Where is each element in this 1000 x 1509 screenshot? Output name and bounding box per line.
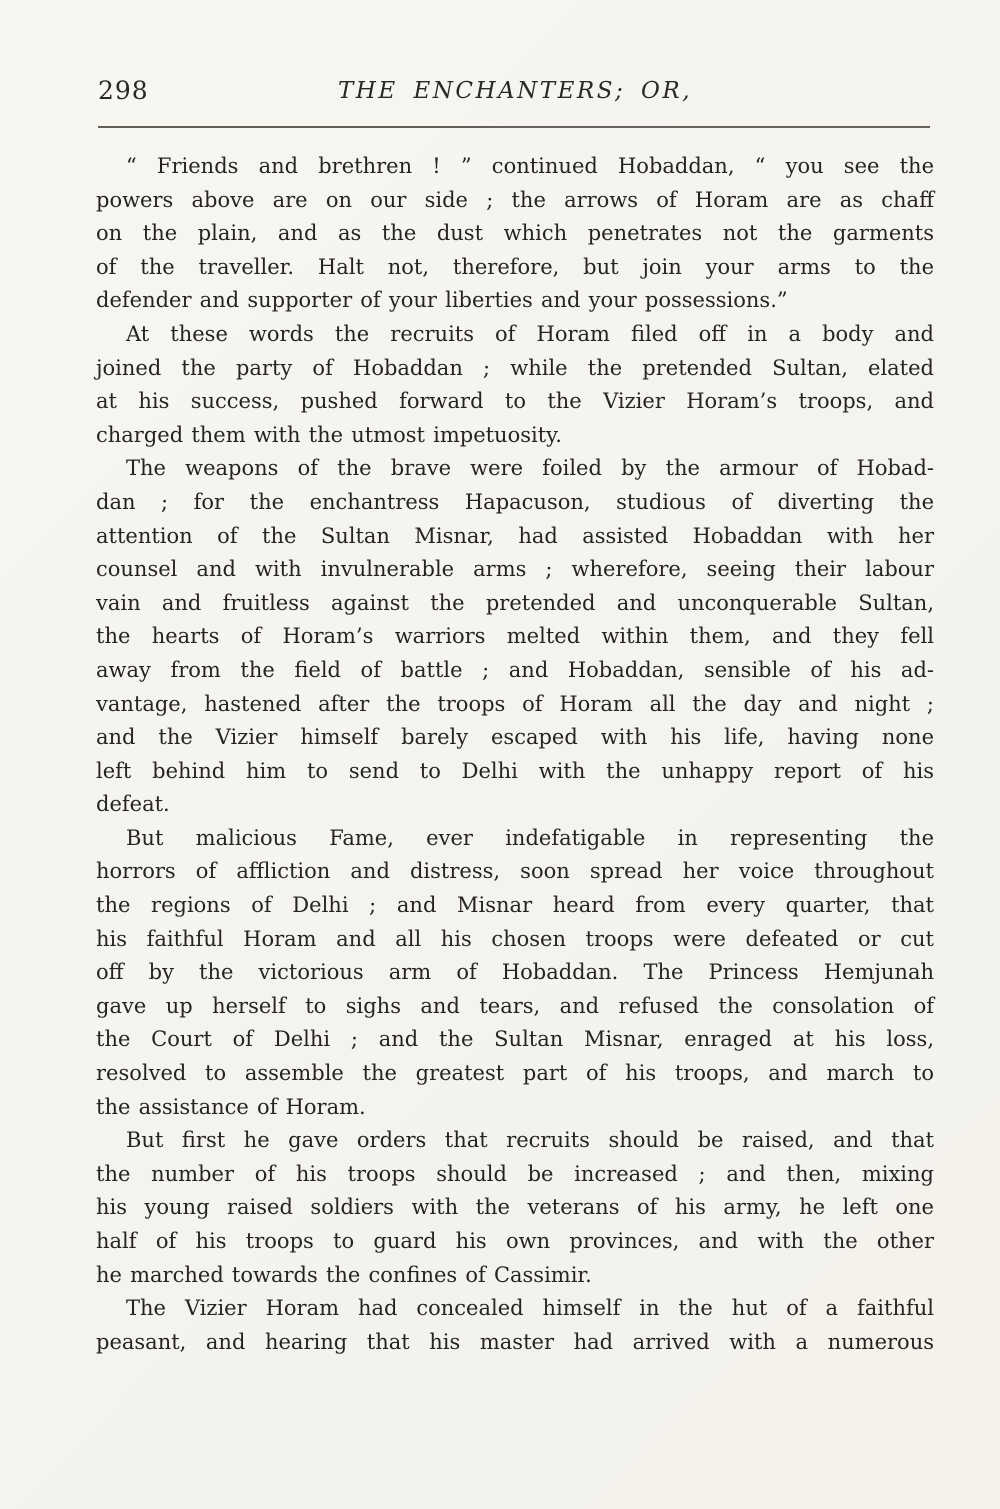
page-header bbox=[96, 76, 934, 116]
text-line: But first he gave orders that recruits should be raised, and that bbox=[126, 1128, 934, 1153]
paragraph bbox=[96, 1292, 934, 1359]
text-line: attention of the Sultan Misnar, had assisted Hobaddan with her bbox=[96, 523, 934, 548]
text-line: his faithful Horam and all his chosen troops were defeated or cut bbox=[96, 926, 934, 951]
text-line: the regions of Delhi ; and Misnar heard from every quarter, that bbox=[96, 893, 934, 918]
text-line: charged them with the utmost impetuosity. bbox=[96, 422, 562, 447]
text-line: gave up herself to sighs and tears, and refused the consolation of bbox=[96, 993, 934, 1018]
text-line: defeat. bbox=[96, 792, 170, 817]
text-line: and the Vizier himself barely escaped with his life, having none bbox=[96, 725, 934, 750]
text-line: defender and supporter of your liberties and your possessions.” bbox=[96, 288, 788, 313]
text-line: vantage, hastened after the troops of Horam all the day and night ; bbox=[96, 691, 934, 716]
text-line: vain and fruitless against the pretended and unconquerable Sultan, bbox=[96, 590, 934, 615]
text-line: the Court of Delhi ; and the Sultan Misnar, enraged at his loss, bbox=[96, 1027, 934, 1052]
text-line: on the plain, and as the dust which penetrates not the garments bbox=[96, 221, 934, 246]
text-line: at his success, pushed forward to the Vizier Horam’s troops, and bbox=[96, 389, 934, 414]
text-line: left behind him to send to Delhi with the unhappy report of his bbox=[96, 758, 934, 783]
text-line: half of his troops to guard his own provinces, and with the other bbox=[96, 1229, 934, 1253]
paragraph bbox=[96, 452, 934, 822]
text-line: away from the field of battle ; and Hobaddan, sensible of his ad- bbox=[96, 657, 934, 682]
text-line: resolved to assemble the greatest part of his troops, and march to bbox=[96, 1061, 934, 1086]
page-number: 298 bbox=[98, 76, 149, 105]
text-line: “ Friends and brethren ! ” continued Hobaddan, “ you see the bbox=[126, 154, 934, 178]
running-title: THE ENCHANTERS; OR, bbox=[337, 78, 693, 104]
text-line: horrors of affliction and distress, soon spread her voice throughout bbox=[96, 859, 934, 884]
text-line: his young raised soldiers with the veterans of his army, he left one bbox=[96, 1195, 934, 1220]
text-line: But malicious Fame, ever indefatigable in representing the bbox=[126, 825, 934, 850]
text-line: the number of his troops should be increased ; and then, mixing bbox=[96, 1161, 934, 1186]
text-line: off by the victorious arm of Hobaddan. The Princess Hemjunah bbox=[96, 960, 934, 985]
text-line: powers above are on our side ; the arrows of Horam are as chaff bbox=[96, 187, 934, 212]
paragraph bbox=[96, 1124, 934, 1292]
text-line: he marched towards the confines of Cassimir. bbox=[96, 1262, 592, 1287]
text-line: the hearts of Horam’s warriors melted within them, and they fell bbox=[96, 624, 934, 649]
text-line: joined the party of Hobaddan ; while the pretended Sultan, elated bbox=[96, 355, 934, 380]
text-line: The weapons of the brave were foiled by the armour of Hobad- bbox=[126, 456, 934, 481]
paragraph bbox=[96, 318, 934, 452]
text-line: dan ; for the enchantress Hapacuson, studious of diverting the bbox=[96, 489, 934, 514]
paragraph bbox=[96, 822, 934, 1124]
text-line: At these words the recruits of Horam filed off in a body and bbox=[126, 321, 934, 346]
text-line: peasant, and hearing that his master had arrived with a numerous bbox=[96, 1329, 934, 1354]
header-rule bbox=[98, 126, 930, 128]
text-line: of the traveller. Halt not, therefore, but join your arms to the bbox=[96, 254, 934, 279]
text-line: the assistance of Horam. bbox=[96, 1094, 366, 1119]
text-block bbox=[96, 150, 934, 1359]
text-line: The Vizier Horam had concealed himself in the hut of a faithful bbox=[126, 1296, 934, 1321]
text-line: counsel and with invulnerable arms ; wherefore, seeing their labour bbox=[96, 557, 934, 582]
paragraph bbox=[96, 150, 934, 318]
